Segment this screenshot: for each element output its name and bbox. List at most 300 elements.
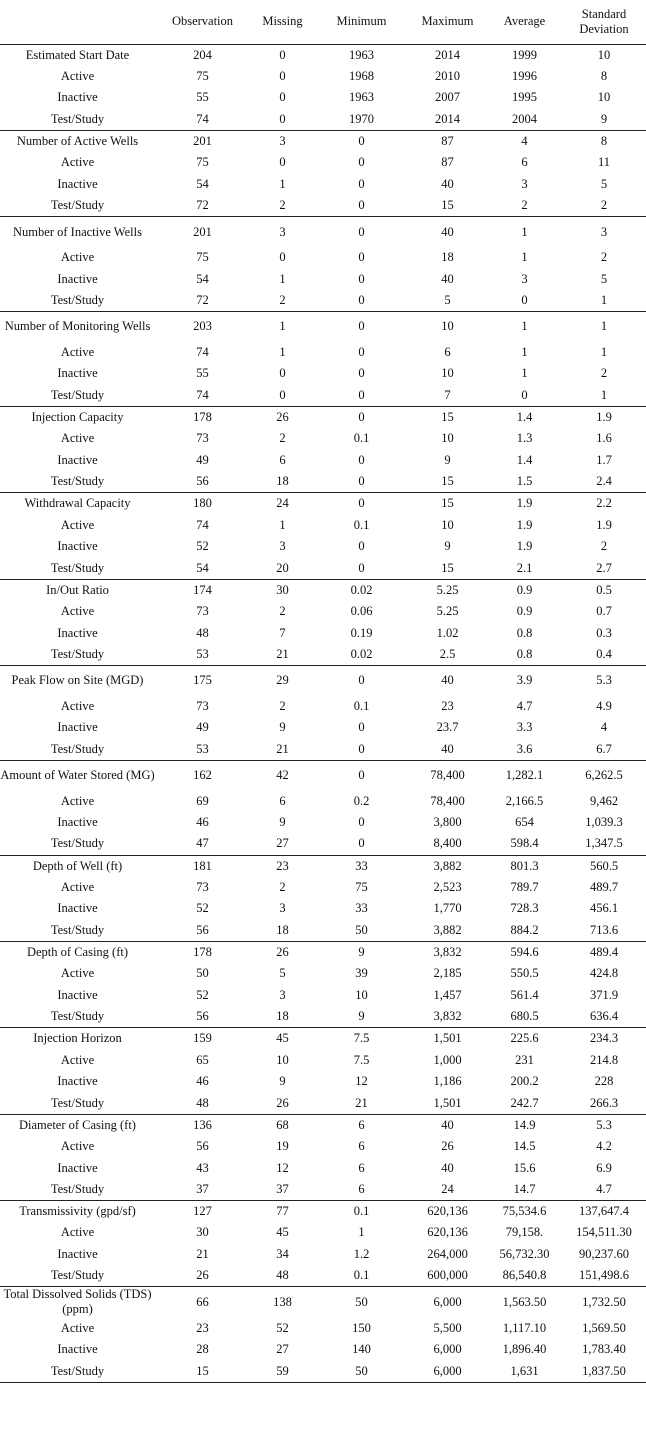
cell-maximum: 1,770 bbox=[433, 901, 462, 916]
table-row bbox=[0, 268, 646, 290]
cell-minimum: 1 bbox=[358, 1225, 365, 1240]
cell-maximum: 24 bbox=[441, 1181, 454, 1196]
cell-missing: 18 bbox=[276, 474, 289, 489]
cell-standard-deviation: 424.8 bbox=[589, 966, 619, 981]
header-cell-minimum: Minimum bbox=[315, 0, 408, 44]
cell-average: 2.1 bbox=[516, 560, 533, 575]
cell-observation: 136 bbox=[155, 1114, 250, 1136]
cell-average: 1995 bbox=[512, 90, 537, 105]
table-row bbox=[0, 536, 646, 558]
cell-missing: 2 bbox=[279, 603, 286, 618]
cell-maximum: 5 bbox=[444, 292, 451, 307]
cell-label: Inactive bbox=[57, 176, 98, 191]
cell-missing: 138 bbox=[250, 1287, 315, 1318]
cell-observation: 174 bbox=[155, 579, 250, 601]
table-row bbox=[0, 471, 646, 493]
cell-standard-deviation: 11 bbox=[597, 155, 611, 170]
cell-label: Transmissivity (gpd/sf) bbox=[0, 1201, 155, 1223]
cell-minimum: 0 bbox=[358, 250, 365, 265]
cell-missing: 26 bbox=[250, 406, 315, 428]
cell-standard-deviation: 4.2 bbox=[596, 1139, 612, 1154]
cell-observation: 66 bbox=[155, 1287, 250, 1318]
cell-average: 550.5 bbox=[510, 966, 539, 981]
cell-observation: 48 bbox=[196, 1095, 209, 1110]
cell-minimum: 9 bbox=[315, 941, 408, 963]
group-header-row bbox=[0, 44, 646, 66]
cell-average: 1,117.10 bbox=[502, 1320, 547, 1335]
cell-label: Total Dissolved Solids (TDS) (ppm) bbox=[0, 1287, 155, 1318]
cell-maximum: 87 bbox=[441, 155, 454, 170]
cell-maximum: 8,400 bbox=[433, 836, 462, 851]
cell-label: Inactive bbox=[57, 271, 98, 286]
cell-average: 598.4 bbox=[510, 836, 539, 851]
cell-minimum: 0 bbox=[358, 387, 365, 402]
cell-average: 86,540.8 bbox=[502, 1268, 547, 1283]
cell-average: 231 bbox=[515, 1052, 534, 1067]
cell-minimum: 0 bbox=[358, 344, 365, 359]
cell-observation: 159 bbox=[155, 1028, 250, 1050]
cell-maximum: 40 bbox=[441, 741, 454, 756]
cell-missing: 3 bbox=[250, 217, 315, 247]
cell-label: Active bbox=[60, 344, 95, 359]
cell-observation: 37 bbox=[196, 1181, 209, 1196]
cell-observation: 201 bbox=[155, 217, 250, 247]
table-row bbox=[0, 66, 646, 88]
cell-observation: 52 bbox=[196, 987, 209, 1002]
cell-maximum: 6,000 bbox=[408, 1287, 487, 1318]
cell-missing: 68 bbox=[250, 1114, 315, 1136]
cell-maximum: 40 bbox=[441, 176, 454, 191]
cell-standard-deviation: 456.1 bbox=[589, 901, 619, 916]
cell-observation: 47 bbox=[196, 836, 209, 851]
cell-minimum: 0.06 bbox=[350, 603, 373, 618]
cell-minimum: 0 bbox=[358, 815, 365, 830]
table-row bbox=[0, 833, 646, 855]
cell-average: 242.7 bbox=[510, 1095, 539, 1110]
cell-label: Active bbox=[60, 698, 95, 713]
cell-observation: 69 bbox=[196, 793, 209, 808]
cell-observation: 201 bbox=[155, 130, 250, 152]
cell-observation: 50 bbox=[196, 966, 209, 981]
cell-minimum: 7.5 bbox=[353, 1052, 370, 1067]
cell-label: Inactive bbox=[57, 901, 98, 916]
group-header-row bbox=[0, 312, 646, 342]
group-header-row bbox=[0, 493, 646, 515]
cell-observation: 56 bbox=[196, 1009, 209, 1024]
cell-label: Number of Monitoring Wells bbox=[0, 312, 155, 342]
header-cell-missing: Missing bbox=[250, 0, 315, 44]
cell-minimum: 0.02 bbox=[315, 579, 408, 601]
cell-maximum: 40 bbox=[408, 1114, 487, 1136]
table-row bbox=[0, 1179, 646, 1201]
cell-observation: 181 bbox=[155, 855, 250, 877]
table-row bbox=[0, 1049, 646, 1071]
table-row bbox=[0, 514, 646, 536]
cell-standard-deviation: 636.4 bbox=[589, 1009, 619, 1024]
table-row bbox=[0, 644, 646, 666]
table-row bbox=[0, 790, 646, 812]
cell-average: 3.6 bbox=[516, 741, 533, 756]
cell-average: 654 bbox=[515, 815, 534, 830]
cell-average: 1 bbox=[521, 366, 528, 381]
cell-maximum: 2014 bbox=[435, 111, 460, 126]
cell-minimum: 50 bbox=[355, 922, 368, 937]
cell-observation: 56 bbox=[196, 922, 209, 937]
cell-average: 56,732.30 bbox=[499, 1246, 550, 1261]
table-row bbox=[0, 963, 646, 985]
cell-missing: 0 bbox=[279, 250, 286, 265]
cell-maximum: 15 bbox=[408, 493, 487, 515]
cell-average: 789.7 bbox=[510, 879, 539, 894]
table-row bbox=[0, 363, 646, 385]
table-row bbox=[0, 1006, 646, 1028]
cell-observation: 54 bbox=[196, 271, 209, 286]
cell-minimum: 0 bbox=[315, 130, 408, 152]
cell-label: Test/Study bbox=[50, 1095, 105, 1110]
cell-label: Active bbox=[60, 68, 95, 83]
cell-average: 15.6 bbox=[513, 1160, 536, 1175]
cell-minimum: 1.2 bbox=[353, 1246, 370, 1261]
cell-label: Withdrawal Capacity bbox=[0, 493, 155, 515]
table-row bbox=[0, 87, 646, 109]
table-row bbox=[0, 985, 646, 1007]
cell-observation: 162 bbox=[155, 760, 250, 790]
cell-label: Inactive bbox=[57, 1246, 98, 1261]
cell-standard-deviation: 8 bbox=[562, 130, 646, 152]
cell-missing: 48 bbox=[276, 1268, 289, 1283]
cell-standard-deviation: 234.3 bbox=[562, 1028, 646, 1050]
table-row bbox=[0, 1222, 646, 1244]
cell-missing: 6 bbox=[279, 452, 286, 467]
cell-minimum: 0.2 bbox=[353, 793, 370, 808]
cell-average: 4.7 bbox=[516, 698, 533, 713]
cell-observation: 46 bbox=[196, 1074, 209, 1089]
cell-label: Inactive bbox=[57, 815, 98, 830]
group-header-row bbox=[0, 406, 646, 428]
cell-standard-deviation: 1.6 bbox=[596, 431, 612, 446]
cell-label: Active bbox=[60, 250, 95, 265]
table-row bbox=[0, 717, 646, 739]
cell-label: Amount of Water Stored (MG) bbox=[0, 760, 155, 790]
table-header bbox=[0, 0, 646, 44]
cell-maximum: 15 bbox=[441, 474, 454, 489]
cell-average: 14.5 bbox=[513, 1139, 536, 1154]
cell-minimum: 0.19 bbox=[350, 625, 373, 640]
cell-label: Test/Study bbox=[50, 387, 105, 402]
cell-minimum: 0 bbox=[315, 760, 408, 790]
cell-missing: 1 bbox=[250, 312, 315, 342]
cell-label: Test/Study bbox=[50, 560, 105, 575]
cell-missing: 1 bbox=[279, 176, 286, 191]
cell-maximum: 6,000 bbox=[433, 1342, 462, 1357]
cell-minimum: 1970 bbox=[349, 111, 374, 126]
table-row bbox=[0, 450, 646, 472]
cell-observation: 55 bbox=[196, 366, 209, 381]
cell-label: Peak Flow on Site (MGD) bbox=[0, 665, 155, 695]
cell-standard-deviation: 4.7 bbox=[596, 1181, 612, 1196]
cell-average: 3 bbox=[521, 176, 528, 191]
cell-maximum: 26 bbox=[441, 1139, 454, 1154]
cell-standard-deviation: 1 bbox=[562, 312, 646, 342]
cell-minimum: 0 bbox=[358, 741, 365, 756]
cell-standard-deviation: 214.8 bbox=[589, 1052, 619, 1067]
cell-standard-deviation: 5 bbox=[600, 271, 608, 286]
cell-average: 225.6 bbox=[487, 1028, 562, 1050]
cell-label: Diameter of Casing (ft) bbox=[0, 1114, 155, 1136]
cell-missing: 0 bbox=[279, 155, 286, 170]
cell-average: 0.9 bbox=[516, 603, 533, 618]
cell-missing: 7 bbox=[279, 625, 286, 640]
cell-label: Inactive bbox=[57, 366, 98, 381]
cell-average: 6 bbox=[521, 155, 528, 170]
cell-missing: 0 bbox=[279, 68, 286, 83]
cell-standard-deviation: 1 bbox=[600, 344, 608, 359]
cell-minimum: 0.1 bbox=[353, 1268, 370, 1283]
cell-average: 1,282.1 bbox=[487, 760, 562, 790]
cell-average: 3 bbox=[521, 271, 528, 286]
group-header-row bbox=[0, 130, 646, 152]
cell-observation: 65 bbox=[196, 1052, 209, 1067]
cell-standard-deviation: 5.3 bbox=[562, 665, 646, 695]
cell-maximum: 1,000 bbox=[433, 1052, 462, 1067]
cell-missing: 18 bbox=[276, 922, 289, 937]
cell-label: Test/Study bbox=[50, 741, 105, 756]
cell-missing: 45 bbox=[276, 1225, 289, 1240]
cell-maximum: 87 bbox=[408, 130, 487, 152]
cell-average: 2 bbox=[521, 198, 528, 213]
table-row bbox=[0, 428, 646, 450]
cell-missing: 18 bbox=[276, 1009, 289, 1024]
cell-missing: 12 bbox=[276, 1160, 289, 1175]
cell-average: 1.4 bbox=[516, 452, 533, 467]
cell-label: Number of Inactive Wells bbox=[0, 217, 155, 247]
cell-average: 0.8 bbox=[516, 646, 533, 661]
cell-minimum: 1963 bbox=[315, 44, 408, 66]
cell-standard-deviation: 154,511.30 bbox=[576, 1225, 632, 1240]
cell-minimum: 140 bbox=[352, 1342, 371, 1357]
cell-observation: 75 bbox=[196, 155, 209, 170]
cell-missing: 2 bbox=[279, 698, 286, 713]
cell-observation: 73 bbox=[196, 879, 209, 894]
cell-missing: 0 bbox=[279, 90, 286, 105]
cell-observation: 180 bbox=[155, 493, 250, 515]
cell-average: 2,166.5 bbox=[505, 793, 544, 808]
cell-maximum: 40 bbox=[408, 665, 487, 695]
cell-observation: 178 bbox=[155, 406, 250, 428]
cell-missing: 2 bbox=[279, 198, 286, 213]
cell-maximum: 2.5 bbox=[439, 646, 456, 661]
cell-missing: 6 bbox=[279, 793, 286, 808]
cell-average: 1 bbox=[521, 344, 528, 359]
cell-label: Test/Study bbox=[50, 111, 105, 126]
cell-standard-deviation: 0.5 bbox=[562, 579, 646, 601]
cell-missing: 20 bbox=[276, 560, 289, 575]
cell-missing: 24 bbox=[250, 493, 315, 515]
cell-label: Active bbox=[60, 1225, 95, 1240]
cell-standard-deviation: 4 bbox=[600, 720, 608, 735]
table-row bbox=[0, 739, 646, 761]
group-header-row bbox=[0, 855, 646, 877]
group-header-row bbox=[0, 1287, 646, 1318]
cell-maximum: 2014 bbox=[408, 44, 487, 66]
group-header-row bbox=[0, 1028, 646, 1050]
cell-observation: 74 bbox=[196, 387, 209, 402]
cell-minimum: 33 bbox=[315, 855, 408, 877]
cell-maximum: 6 bbox=[444, 344, 451, 359]
cell-label: Active bbox=[60, 1320, 95, 1335]
table-row bbox=[0, 1157, 646, 1179]
cell-missing: 0 bbox=[279, 111, 286, 126]
cell-minimum: 6 bbox=[358, 1181, 365, 1196]
table-row bbox=[0, 385, 646, 407]
group-header-row bbox=[0, 1201, 646, 1223]
cell-standard-deviation: 5 bbox=[600, 176, 608, 191]
cell-label: Test/Study bbox=[50, 646, 105, 661]
cell-missing: 52 bbox=[276, 1320, 289, 1335]
cell-standard-deviation: 1,837.50 bbox=[562, 1361, 646, 1383]
cell-minimum: 0 bbox=[315, 665, 408, 695]
table-row bbox=[0, 1136, 646, 1158]
cell-observation: 55 bbox=[196, 90, 209, 105]
table-row bbox=[0, 695, 646, 717]
cell-standard-deviation: 2.4 bbox=[596, 474, 612, 489]
cell-observation: 74 bbox=[196, 344, 209, 359]
cell-observation: 30 bbox=[196, 1225, 209, 1240]
cell-average: 14.9 bbox=[487, 1114, 562, 1136]
cell-label: Number of Active Wells bbox=[0, 130, 155, 152]
cell-average: 0 bbox=[521, 292, 528, 307]
cell-minimum: 50 bbox=[315, 1287, 408, 1318]
cell-minimum: 75 bbox=[355, 879, 368, 894]
cell-missing: 21 bbox=[276, 646, 289, 661]
cell-standard-deviation: 2 bbox=[600, 539, 608, 554]
cell-label: Test/Study bbox=[50, 1009, 105, 1024]
cell-missing: 29 bbox=[250, 665, 315, 695]
cell-minimum: 0 bbox=[358, 176, 365, 191]
header-cell-label bbox=[0, 0, 155, 44]
cell-label: Active bbox=[60, 431, 95, 446]
cell-observation: 26 bbox=[196, 1268, 209, 1283]
cell-label: Test/Study bbox=[50, 922, 105, 937]
cell-maximum: 3,832 bbox=[433, 1009, 462, 1024]
cell-standard-deviation: 10 bbox=[562, 44, 646, 66]
cell-standard-deviation: 1,783.40 bbox=[582, 1342, 626, 1357]
table-row bbox=[0, 557, 646, 579]
cell-average: 1 bbox=[487, 217, 562, 247]
cell-observation: 46 bbox=[196, 815, 209, 830]
cell-average: 1,896.40 bbox=[502, 1342, 547, 1357]
cell-observation: 73 bbox=[196, 603, 209, 618]
cell-maximum: 3,882 bbox=[433, 922, 462, 937]
cell-minimum: 0.1 bbox=[315, 1201, 408, 1223]
header-cell-average: Average bbox=[487, 0, 562, 44]
cell-missing: 30 bbox=[250, 579, 315, 601]
cell-average: 3.9 bbox=[487, 665, 562, 695]
cell-standard-deviation: 266.3 bbox=[589, 1095, 619, 1110]
cell-standard-deviation: 371.9 bbox=[589, 987, 619, 1002]
cell-missing: 23 bbox=[250, 855, 315, 877]
cell-standard-deviation: 560.5 bbox=[562, 855, 646, 877]
cell-label: Inactive bbox=[57, 720, 98, 735]
cell-observation: 203 bbox=[155, 312, 250, 342]
cell-maximum: 620,136 bbox=[427, 1225, 468, 1240]
cell-average: 0.8 bbox=[516, 625, 533, 640]
group-header-row bbox=[0, 1114, 646, 1136]
cell-observation: 72 bbox=[196, 198, 209, 213]
cell-observation: 15 bbox=[155, 1361, 250, 1383]
cell-maximum: 1,186 bbox=[433, 1074, 462, 1089]
cell-observation: 54 bbox=[196, 176, 209, 191]
cell-label: Test/Study bbox=[50, 474, 105, 489]
cell-missing: 34 bbox=[276, 1246, 289, 1261]
cell-maximum: 78,400 bbox=[430, 793, 465, 808]
cell-maximum: 2,523 bbox=[433, 879, 462, 894]
table-row bbox=[0, 877, 646, 899]
cell-maximum: 10 bbox=[408, 312, 487, 342]
cell-missing: 26 bbox=[250, 941, 315, 963]
cell-average: 1,631 bbox=[487, 1361, 562, 1383]
cell-label: Active bbox=[60, 793, 95, 808]
cell-maximum: 2,185 bbox=[433, 966, 462, 981]
cell-minimum: 0 bbox=[358, 560, 365, 575]
cell-label: Test/Study bbox=[50, 1268, 105, 1283]
cell-missing: 27 bbox=[276, 836, 289, 851]
cell-average: 2004 bbox=[512, 111, 537, 126]
cell-label: Active bbox=[60, 1052, 95, 1067]
cell-observation: 204 bbox=[155, 44, 250, 66]
cell-maximum: 9 bbox=[444, 452, 451, 467]
cell-average: 1.3 bbox=[516, 431, 533, 446]
cell-average: 801.3 bbox=[487, 855, 562, 877]
cell-maximum: 18 bbox=[441, 250, 454, 265]
cell-observation: 49 bbox=[196, 452, 209, 467]
cell-label: Active bbox=[60, 517, 95, 532]
table-row bbox=[0, 195, 646, 217]
cell-missing: 1 bbox=[279, 517, 286, 532]
cell-label: Inactive bbox=[57, 452, 98, 467]
cell-standard-deviation: 0.4 bbox=[596, 646, 612, 661]
cell-label: Active bbox=[60, 1139, 95, 1154]
cell-minimum: 0 bbox=[358, 474, 365, 489]
cell-standard-deviation: 1 bbox=[600, 387, 608, 402]
cell-standard-deviation: 0.3 bbox=[596, 625, 612, 640]
cell-average: 1 bbox=[521, 250, 528, 265]
group-header-row bbox=[0, 217, 646, 247]
cell-minimum: 0 bbox=[315, 312, 408, 342]
cell-average: 1,563.50 bbox=[487, 1287, 562, 1318]
cell-label: Inactive bbox=[57, 625, 98, 640]
cell-label: Inactive bbox=[57, 539, 98, 554]
cell-average: 594.6 bbox=[487, 941, 562, 963]
cell-missing: 27 bbox=[276, 1342, 289, 1357]
table-row bbox=[0, 290, 646, 312]
cell-missing: 0 bbox=[279, 366, 286, 381]
cell-maximum: 10 bbox=[441, 517, 454, 532]
cell-observation: 28 bbox=[196, 1342, 209, 1357]
cell-observation: 75 bbox=[196, 68, 209, 83]
cell-missing: 45 bbox=[250, 1028, 315, 1050]
cell-maximum: 2007 bbox=[435, 90, 460, 105]
cell-observation: 43 bbox=[196, 1160, 209, 1175]
cell-label: Inactive bbox=[57, 90, 98, 105]
cell-minimum: 50 bbox=[315, 1361, 408, 1383]
cell-observation: 56 bbox=[196, 1139, 209, 1154]
table-row bbox=[0, 601, 646, 623]
cell-observation: 48 bbox=[196, 625, 209, 640]
cell-label: Inactive bbox=[57, 1074, 98, 1089]
table-row bbox=[0, 1093, 646, 1115]
cell-standard-deviation: 6.9 bbox=[596, 1160, 612, 1175]
